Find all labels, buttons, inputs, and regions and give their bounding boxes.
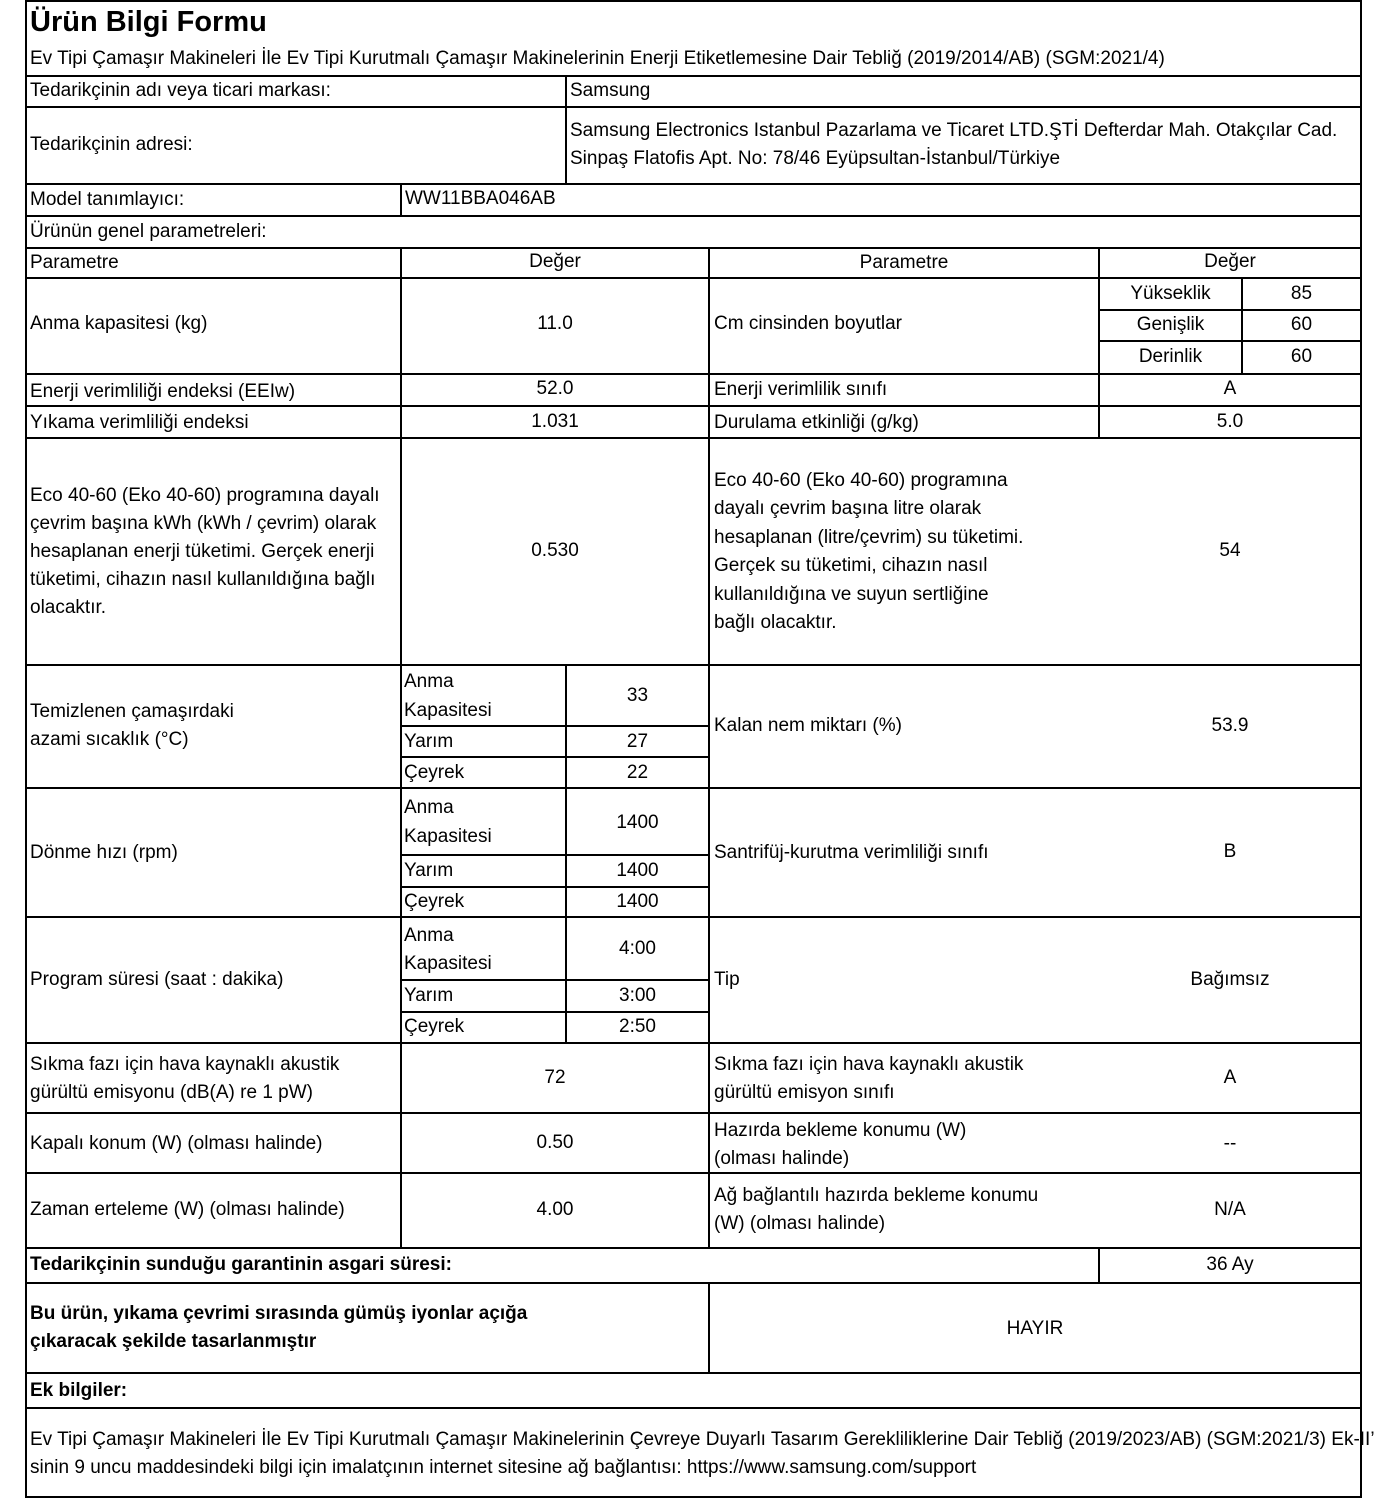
width-label: Genişlik: [1136, 314, 1205, 335]
water-consumption-label: Gerçek su tüketimi, cihazın nasıl: [714, 555, 988, 576]
delay-start-label: Zaman erteleme (W) (olması halinde): [30, 1199, 345, 1220]
noise-class-label: gürültü emisyon sınıfı: [714, 1082, 895, 1103]
energy-consumption-label: hesaplanan enerji tüketimi. Gerçek enerji: [30, 541, 375, 562]
additional-info-text: sinin 9 uncu maddesindeki bilgi için imalatçının internet sitesine ağ bağlantısı: https://www.samsung.com/support: [30, 1457, 977, 1478]
standby-label: Hazırda bekleme konumu (W): [714, 1120, 967, 1141]
network-standby-label: Ağ bağlantılı hazırda bekleme konumu: [714, 1185, 1039, 1206]
rule: [25, 664, 1362, 666]
rule: [25, 183, 1362, 185]
half-label: Yarım: [404, 985, 454, 1006]
water-consumption-label: kullanıldığına ve suyun sertliğine: [714, 584, 989, 605]
general-params-label: Ürünün genel parametreleri:: [30, 221, 267, 242]
rated-capacity-label: Anma: [404, 925, 454, 946]
moisture-label: Kalan nem miktarı (%): [714, 715, 902, 736]
water-consumption-value: 54: [1219, 540, 1241, 561]
supplier-address-line: Samsung Electronics Istanbul Pazarlama ve Ticaret LTD.ŞTİ Defterdar Mah. Otakçılar Cad.: [570, 120, 1338, 141]
energy-consumption-label: olacaktır.: [30, 597, 107, 618]
regulation-subtitle: Ev Tipi Çamaşır Makineleri İle Ev Tipi Kurutmalı Çamaşır Makinelerinin Enerji Etiketlemesine Dair Tebliğ (2019/2014/AB) (SGM:2021/4): [30, 48, 1165, 69]
half-label: Yarım: [404, 860, 454, 881]
col-header-param: Parametre: [30, 252, 119, 273]
rated-capacity-label: Kapasitesi: [404, 826, 492, 847]
product-info-sheet: [25, 0, 1375, 1498]
rinse-label: Durulama etkinliği (g/kg): [714, 412, 919, 433]
silver-ions-label: çıkaracak şekilde tasarlanmıştır: [30, 1331, 317, 1352]
wash-index-label: Yıkama verimliliği endeksi: [30, 412, 249, 433]
program-duration-label: Program süresi (saat : dakika): [30, 969, 284, 990]
rule: [25, 106, 1362, 108]
water-consumption-label: hesaplanan (litre/çevrim) su tüketimi.: [714, 527, 1024, 548]
supplier-name-label: Tedarikçinin adı veya ticari markası:: [30, 80, 331, 101]
program-duration-quarter: 2:50: [619, 1016, 656, 1037]
network-standby-label: (W) (olması halinde): [714, 1213, 886, 1234]
rule: [25, 1496, 1362, 1498]
rule: [400, 725, 709, 727]
energy-consumption-value: 0.530: [531, 540, 579, 561]
rated-capacity-label: Kapasitesi: [404, 700, 492, 721]
spin-speed-label: Dönme hızı (rpm): [30, 842, 178, 863]
spin-class-label: Santrifüj-kurutma verimliliği sınıfı: [714, 842, 989, 863]
rule: [400, 756, 709, 758]
col-header-value: Değer: [1204, 251, 1256, 272]
rule: [25, 1042, 1362, 1044]
delay-start-value: 4.00: [536, 1199, 574, 1220]
rated-capacity-label: Kapasitesi: [404, 953, 492, 974]
rule: [1098, 340, 1362, 342]
rule: [708, 247, 710, 1249]
water-consumption-label: dayalı çevrim başına litre olarak: [714, 498, 982, 519]
supplier-address-label: Tedarikçinin adresi:: [30, 134, 193, 155]
supplier-address-line: Sinpaş Flatofis Apt. No: 78/46 Eyüpsultan-İstanbul/Türkiye: [570, 148, 1061, 169]
network-standby-value: N/A: [1214, 1199, 1246, 1220]
rated-capacity-label: Anma: [404, 797, 454, 818]
type-label: Tip: [714, 969, 740, 990]
additional-info-label: Ek bilgiler:: [30, 1380, 128, 1401]
silver-ions-label: Bu ürün, yıkama çevrimi sırasında gümüş iyonlar açığa: [30, 1303, 528, 1324]
max-temp-label: azami sıcaklık (°C): [30, 729, 189, 750]
warranty-value: 36 Ay: [1206, 1254, 1254, 1275]
col-header-value: Değer: [529, 251, 581, 272]
col-header-param: Parametre: [859, 252, 949, 273]
energy-class-value: A: [1223, 378, 1237, 399]
standby-label: (olması halinde): [714, 1148, 850, 1169]
moisture-value: 53.9: [1211, 715, 1249, 736]
eei-value: 52.0: [536, 378, 574, 399]
quarter-label: Çeyrek: [404, 891, 465, 912]
capacity-value: 11.0: [537, 313, 573, 334]
supplier-name-value: Samsung: [570, 80, 651, 101]
spin-class-value: B: [1223, 841, 1237, 862]
warranty-label: Tedarikçinin sunduğu garantinin asgari süresi:: [30, 1254, 452, 1275]
energy-class-label: Enerji verimlilik sınıfı: [714, 379, 888, 400]
max-temp-half: 27: [626, 731, 649, 752]
rule: [25, 916, 1362, 918]
program-duration-half: 3:00: [619, 985, 656, 1006]
rule: [25, 1112, 1362, 1114]
energy-consumption-label: tüketimi, cihazın nasıl kullanıldığına bağlı: [30, 569, 376, 590]
standby-value: --: [1223, 1133, 1237, 1154]
page-title: Ürün Bilgi Formu: [30, 6, 267, 38]
quarter-label: Çeyrek: [404, 1016, 465, 1037]
rule: [25, 0, 27, 1498]
dimensions-label: Cm cinsinden boyutlar: [714, 313, 902, 334]
noise-label: gürültü emisyonu (dB(A) re 1 pW): [30, 1082, 313, 1103]
capacity-label: Anma kapasitesi (kg): [30, 313, 208, 334]
program-duration-rated: 4:00: [619, 938, 656, 959]
noise-class-value: A: [1223, 1067, 1237, 1088]
noise-class-label: Sıkma fazı için hava kaynaklı akustik: [714, 1054, 1024, 1075]
rule: [25, 0, 1362, 2]
spin-speed-half: 1400: [616, 860, 659, 881]
depth-label: Derinlik: [1138, 346, 1203, 367]
rule: [25, 1247, 1362, 1249]
rinse-value: 5.0: [1216, 411, 1244, 432]
silver-ions-value: HAYIR: [1006, 1318, 1064, 1339]
rule: [25, 1372, 1362, 1374]
half-label: Yarım: [404, 731, 454, 752]
additional-info-text: Ev Tipi Çamaşır Makineleri İle Ev Tipi Kurutmalı Çamaşır Makinelerinin Çevreye Duyarlı Tasarım Gerekliliklerine Dair Tebliğ (2019/2023/AB) (SGM:2021/3) Ek-II’: [30, 1429, 1375, 1450]
rule: [25, 277, 1362, 279]
eei-label: Enerji verimliliği endeksi (EEIw): [30, 381, 296, 402]
rule: [400, 979, 709, 981]
max-temp-quarter: 22: [626, 762, 649, 783]
rule: [400, 854, 709, 856]
spin-speed-quarter: 1400: [616, 891, 659, 912]
water-consumption-label: bağlı olacaktır.: [714, 612, 837, 633]
model-label: Model tanımlayıcı:: [30, 189, 185, 210]
rule: [25, 437, 1362, 439]
model-value: WW11BBA046AB: [405, 188, 556, 209]
rated-capacity-label: Anma: [404, 671, 454, 692]
spin-speed-rated: 1400: [616, 812, 659, 833]
depth-value: 60: [1290, 346, 1313, 367]
max-temp-rated: 33: [626, 685, 649, 706]
rule: [25, 1282, 1362, 1284]
max-temp-label: Temizlenen çamaşırdaki: [30, 701, 234, 722]
off-mode-label: Kapalı konum (W) (olması halinde): [30, 1133, 323, 1154]
off-mode-value: 0.50: [536, 1132, 574, 1153]
energy-consumption-label: Eco 40-60 (Eko 40-60) programına dayalı: [30, 485, 380, 506]
rule: [1360, 0, 1362, 1498]
rule: [565, 75, 567, 185]
rule: [25, 215, 1362, 217]
rule: [25, 1172, 1362, 1174]
width-value: 60: [1290, 314, 1313, 335]
rule: [400, 183, 402, 217]
type-value: Bağımsız: [1190, 969, 1270, 990]
water-consumption-label: Eco 40-60 (Eko 40-60) programına: [714, 470, 1008, 491]
noise-value: 72: [544, 1067, 566, 1088]
quarter-label: Çeyrek: [404, 762, 465, 783]
noise-label: Sıkma fazı için hava kaynaklı akustik: [30, 1054, 340, 1075]
rule: [25, 1407, 1362, 1409]
rule: [25, 787, 1362, 789]
height-value: 85: [1290, 283, 1313, 304]
wash-index-value: 1.031: [531, 411, 579, 432]
height-label: Yükseklik: [1130, 283, 1211, 304]
energy-consumption-label: çevrim başına kWh (kWh / çevrim) olarak: [30, 513, 377, 534]
